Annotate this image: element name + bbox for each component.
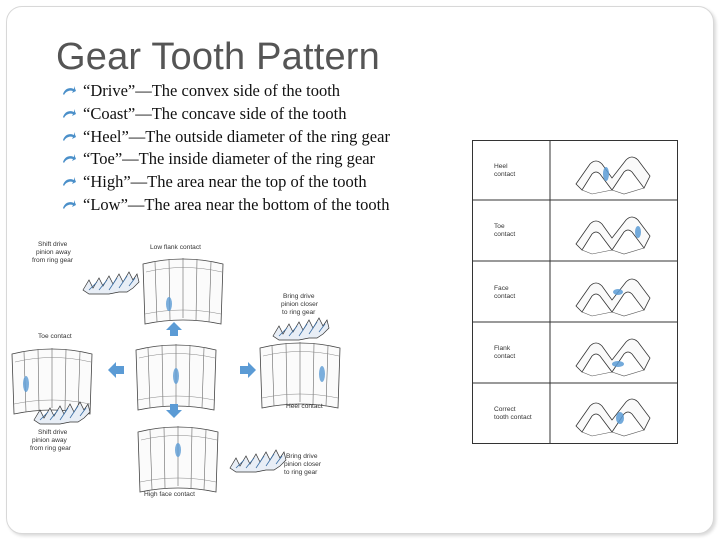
bullet-text: “Heel”—The outside diameter of the ring gear [83,126,390,146]
bring-closer-bottom-label-2: pinion closer [284,461,322,468]
curled-arrow-bullet-icon [62,153,76,165]
row-label-2b: contact [494,231,516,238]
contact-pattern-table [472,140,678,444]
heel-contact-label: Heel contact [286,403,323,410]
arrow-left-icon [108,362,124,378]
bullet-item [62,194,390,217]
shift-away-top-label-2: pinion away [36,249,71,256]
arrow-up-icon [166,322,182,336]
bring-closer-bottom-label-1: Bring drive [286,453,318,460]
shift-away-bottom-label-2: pinion away [32,437,67,444]
arrow-right-icon [240,362,256,378]
low-flank-label: Low flank contact [150,244,201,251]
heel-contact-gear-block [260,342,340,408]
high-face-label: High face contact [144,491,195,498]
shift-away-top-label-1: Shift drive [38,241,68,248]
shift-away-bottom-label-3: from ring gear [30,445,72,452]
row-label-4b: contact [494,353,516,360]
bring-closer-bottom-label-3: to ring gear [284,469,318,476]
row-label-2a: Toe [494,223,505,230]
shift-away-bottom-label-1: Shift drive [38,429,68,436]
row-label-3b: contact [494,293,516,300]
bring-closer-top-label-3: to ring gear [282,309,316,316]
bullet-item [62,80,390,103]
bullet-list [62,80,390,217]
pinion-upper-right [273,318,329,340]
slide-title: Gear Tooth Pattern [56,36,380,78]
curled-arrow-bullet-icon [62,199,76,211]
pinion-lower-right [230,450,286,472]
high-face-gear-block [138,426,218,492]
row-label-1a: Heel [494,163,508,170]
bring-closer-top-label-1: Bring drive [283,293,315,300]
curled-arrow-bullet-icon [62,176,76,188]
row-label-1b: contact [494,171,516,178]
toe-contact-label: Toe contact [38,333,72,340]
bullet-item [62,126,390,149]
row-label-4a: Flank [494,345,511,352]
bullet-text: “Toe”—The inside diameter of the ring gear [83,149,376,169]
bullet-text: “Low”—The area near the bottom of the tooth [83,194,390,214]
curled-arrow-bullet-icon [62,108,76,120]
low-flank-gear-block [143,258,223,324]
pinion-upper-left [83,272,139,294]
bullet-item [62,103,390,126]
shift-away-top-label-3: from ring gear [32,257,74,264]
row-label-3a: Face [494,285,509,292]
bring-closer-top-label-2: pinion closer [281,301,319,308]
bullet-item [62,148,390,171]
curled-arrow-bullet-icon [62,85,76,97]
curled-arrow-bullet-icon [62,131,76,143]
bullet-text: “Drive”—The convex side of the tooth [83,81,341,100]
contact-adjustment-diagram [8,238,358,500]
bullet-item [62,171,390,194]
bullet-text: “Coast”—The concave side of the tooth [83,103,347,123]
row-label-5a: Correct [494,406,516,413]
center-gear-block [136,344,216,410]
bullet-text: “High”—The area near the top of the tooth [83,172,367,192]
row-label-5b: tooth contact [494,414,532,421]
